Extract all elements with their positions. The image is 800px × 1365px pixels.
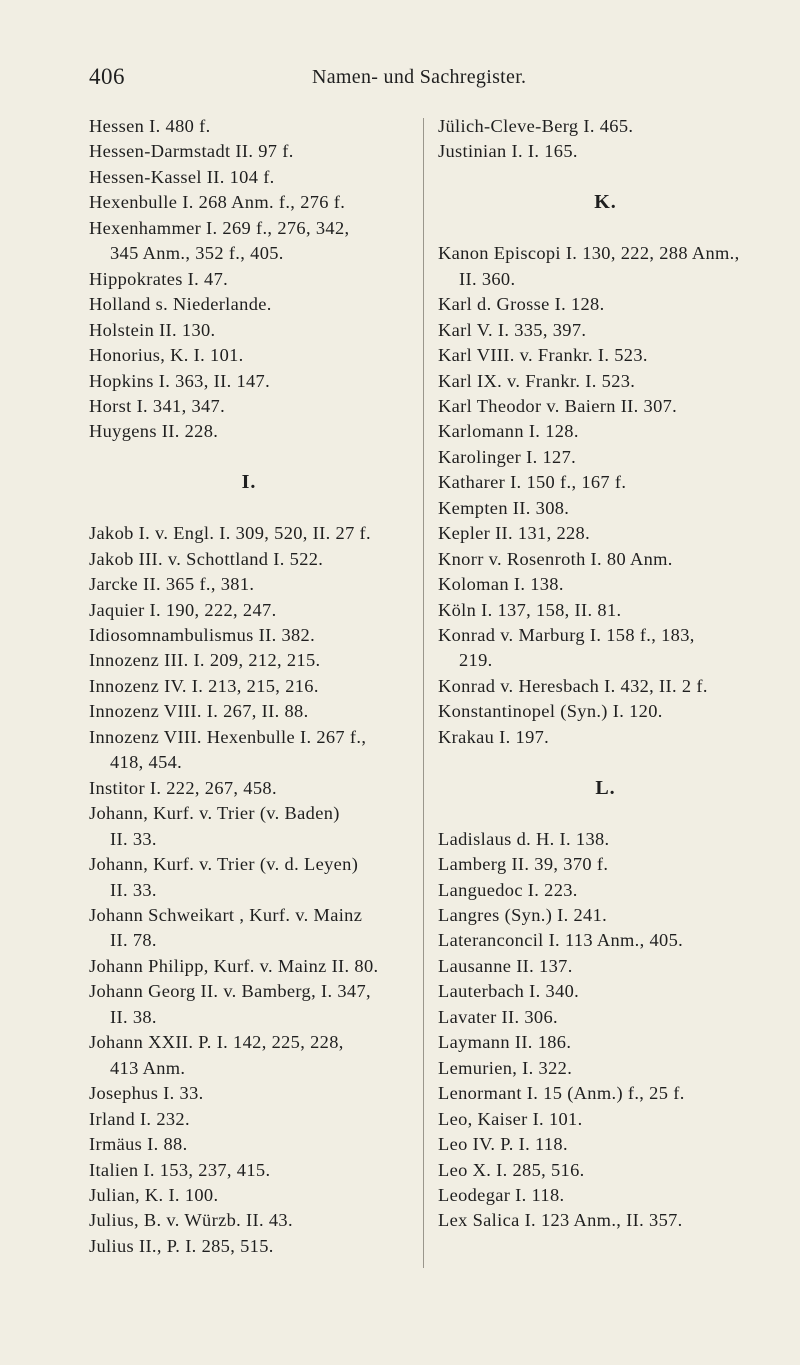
index-entry-line: Ladislaus d. H. I. 138. <box>438 828 610 849</box>
index-entry-line: Languedoc I. 223. <box>438 879 578 900</box>
index-entry <box>89 725 409 776</box>
index-entry-line: Jülich-Cleve-Berg I. 465. <box>438 116 634 136</box>
index-entry-line: Honorius, K. I. 101. <box>89 345 244 366</box>
entry-group-h <box>89 114 409 445</box>
index-entry <box>438 572 773 597</box>
index-entry <box>438 623 773 674</box>
index-entry <box>438 394 773 419</box>
index-entry <box>438 470 773 495</box>
index-entry <box>89 114 409 139</box>
index-entry <box>438 292 773 317</box>
spacer <box>438 216 773 241</box>
index-entry-line: Karl V. I. 335, 397. <box>438 319 587 340</box>
index-entry <box>438 343 773 368</box>
index-entry-line: Leo, Kaiser I. 101. <box>438 1108 583 1129</box>
index-entry <box>438 369 773 394</box>
left-column <box>89 114 409 1259</box>
index-entry-line: Italien I. 153, 237, 415. <box>89 1159 271 1180</box>
index-entry-line: Leodegar I. 118. <box>438 1184 565 1205</box>
index-entry-line: Innozenz III. I. 209, 212, 215. <box>89 650 321 671</box>
index-entry-line: Karl Theodor v. Baiern II. 307. <box>438 395 678 416</box>
index-entry <box>438 114 773 139</box>
index-entry-line: Karolinger I. 127. <box>438 446 577 467</box>
index-entry-line: Institor I. 222, 267, 458. <box>89 777 277 798</box>
index-entry-continuation: 418, 454. <box>110 752 183 773</box>
index-entry-line: Lateranconcil I. 113 Anm., 405. <box>438 930 684 951</box>
index-entry-line: Huygens II. 228. <box>89 421 219 442</box>
spacer <box>438 165 773 190</box>
index-entry <box>89 903 409 954</box>
index-entry <box>89 419 409 444</box>
index-entry-line: Innozenz VIII. Hexenbulle I. 267 f., <box>89 726 367 747</box>
index-entry <box>438 903 773 928</box>
entry-group-j <box>438 114 773 165</box>
index-entry <box>438 1158 773 1183</box>
index-entry <box>89 1132 409 1157</box>
index-entry-line: Jarcke II. 365 f., 381. <box>89 574 255 595</box>
index-entry-line: Innozenz VIII. I. 267, II. 88. <box>89 701 309 722</box>
index-entry-line: Langres (Syn.) I. 241. <box>438 904 608 925</box>
index-entry <box>89 190 409 215</box>
index-entry-line: Lamberg II. 39, 370 f. <box>438 854 609 875</box>
index-entry <box>438 878 773 903</box>
index-entry-line: Jakob III. v. Schottland I. 522. <box>89 548 324 569</box>
index-entry-line: Holland s. Niederlande. <box>89 294 272 315</box>
spacer <box>89 445 409 470</box>
index-entry-line: Leo X. I. 285, 516. <box>438 1159 585 1180</box>
index-entry <box>89 954 409 979</box>
index-entry-line: Irland I. 232. <box>89 1108 190 1129</box>
index-entry-line: Julius II., P. I. 285, 515. <box>89 1235 274 1256</box>
index-entry <box>438 598 773 623</box>
index-entry-line: Lavater II. 306. <box>438 1006 558 1027</box>
index-entry-line: Laymann II. 186. <box>438 1032 572 1053</box>
index-entry-line: Lausanne II. 137. <box>438 955 573 976</box>
index-entry <box>438 1132 773 1157</box>
section-letter-l: L. <box>595 776 616 799</box>
index-entry <box>89 1183 409 1208</box>
index-entry <box>89 394 409 419</box>
index-entry <box>89 1081 409 1106</box>
index-entry <box>438 1183 773 1208</box>
index-entry <box>438 979 773 1004</box>
index-entry <box>89 699 409 724</box>
index-entry-line: Josephus I. 33. <box>89 1083 204 1104</box>
index-entry-continuation: II. 33. <box>110 879 157 900</box>
index-entry <box>89 369 409 394</box>
index-entry-line: Köln I. 137, 158, II. 81. <box>438 599 622 620</box>
index-entry-line: Hessen-Kassel II. 104 f. <box>89 166 275 187</box>
index-entry <box>89 623 409 648</box>
index-entry <box>438 1208 773 1233</box>
index-entry-line: Julius, B. v. Würzb. II. 43. <box>89 1210 293 1231</box>
index-entry <box>438 699 773 724</box>
index-entry-line: Karl VIII. v. Frankr. I. 523. <box>438 345 648 366</box>
index-entry <box>89 979 409 1030</box>
entry-group-k <box>438 241 773 750</box>
index-entry-line: Leo IV. P. I. 118. <box>438 1134 568 1155</box>
index-entry-line: Jakob I. v. Engl. I. 309, 520, II. 27 f. <box>89 523 371 544</box>
index-entry-line: Kanon Episcopi I. 130, 222, 288 Anm., <box>438 243 740 264</box>
index-entry-line: Jaquier I. 190, 222, 247. <box>89 599 277 620</box>
index-entry <box>89 1234 409 1259</box>
index-entry-line: Idiosomnambulismus II. 382. <box>89 625 316 646</box>
index-entry-line: Johann, Kurf. v. Trier (v. Baden) <box>89 803 340 824</box>
index-entry <box>89 547 409 572</box>
index-entry <box>438 827 773 852</box>
index-entry-line: Konrad v. Marburg I. 158 f., 183, <box>438 625 695 646</box>
index-entry-line: Hexenbulle I. 268 Anm. f., 276 f. <box>89 192 346 213</box>
index-entry <box>438 521 773 546</box>
index-entry <box>438 852 773 877</box>
index-entry <box>89 648 409 673</box>
index-entry <box>438 1107 773 1132</box>
entry-group-i <box>89 521 409 1259</box>
index-entry <box>438 954 773 979</box>
index-entry <box>89 343 409 368</box>
index-entry-line: Karl d. Grosse I. 128. <box>438 294 605 315</box>
index-entry-line: Lex Salica I. 123 Anm., II. 357. <box>438 1210 683 1231</box>
index-entry-continuation: II. 360. <box>459 268 516 289</box>
index-entry-line: Johann Schweikart , Kurf. v. Mainz <box>89 905 363 926</box>
index-entry <box>89 165 409 190</box>
index-entry-line: Konstantinopel (Syn.) I. 120. <box>438 701 663 722</box>
index-entry <box>89 852 409 903</box>
index-entry <box>438 496 773 521</box>
index-entry-line: Johann XXII. P. I. 142, 225, 228, <box>89 1032 344 1053</box>
section-letter-i: I. <box>241 471 257 494</box>
index-entry-line: Johann, Kurf. v. Trier (v. d. Leyen) <box>89 854 359 875</box>
index-entry <box>438 1081 773 1106</box>
index-entry <box>89 1030 409 1081</box>
index-entry <box>438 547 773 572</box>
section-letter-k: K. <box>594 191 617 214</box>
index-entry-line: Horst I. 341, 347. <box>89 395 226 416</box>
index-entry <box>89 801 409 852</box>
index-entry <box>89 674 409 699</box>
index-entry-continuation: II. 38. <box>110 1006 157 1027</box>
spacer <box>438 801 773 826</box>
index-entry <box>89 216 409 267</box>
index-entry <box>89 139 409 164</box>
index-entry-line: Katharer I. 150 f., 167 f. <box>438 472 627 493</box>
index-entry <box>89 1208 409 1233</box>
index-entry-line: Koloman I. 138. <box>438 574 564 595</box>
page-number: 406 <box>89 64 125 89</box>
running-head: Namen- und Sachregister. <box>312 66 527 88</box>
index-entry <box>438 445 773 470</box>
index-entry <box>438 1005 773 1030</box>
index-entry-line: Irmäus I. 88. <box>89 1134 188 1155</box>
index-entry-line: Lauterbach I. 340. <box>438 981 580 1002</box>
index-entry-line: Lenormant I. 15 (Anm.) f., 25 f. <box>438 1083 685 1104</box>
index-entry-line: Knorr v. Rosenroth I. 80 Anm. <box>438 548 673 569</box>
index-entry <box>89 521 409 546</box>
index-entry <box>89 267 409 292</box>
index-entry <box>438 1056 773 1081</box>
index-entry-line: Hopkins I. 363, II. 147. <box>89 370 271 391</box>
index-entry <box>89 1107 409 1132</box>
index-entry-continuation: II. 78. <box>110 930 157 951</box>
index-entry-continuation: 345 Anm., 352 f., 405. <box>110 243 284 264</box>
index-entry-line: Karl IX. v. Frankr. I. 523. <box>438 370 636 391</box>
page-header <box>0 64 800 94</box>
index-entry-line: Hippokrates I. 47. <box>89 268 229 289</box>
entry-group-l <box>438 827 773 1234</box>
index-entry-line: Innozenz IV. I. 213, 215, 216. <box>89 675 319 696</box>
index-entry-line: Karlomann I. 128. <box>438 421 579 442</box>
index-entry-line: Julian, K. I. 100. <box>89 1185 219 1205</box>
index-entry <box>438 674 773 699</box>
index-entry <box>89 1158 409 1183</box>
index-entry <box>438 139 773 164</box>
index-entry <box>438 1030 773 1055</box>
index-entry-line: Justinian I. I. 165. <box>438 141 578 162</box>
index-entry <box>438 419 773 444</box>
index-entry-line: Holstein II. 130. <box>89 319 216 340</box>
index-entry-line: Konrad v. Heresbach I. 432, II. 2 f. <box>438 675 708 696</box>
index-entry-line: Lemurien, I. 322. <box>438 1057 573 1078</box>
index-entry <box>89 318 409 343</box>
index-entry-line: Hexenhammer I. 269 f., 276, 342, <box>89 217 350 238</box>
index-entry-line: Krakau I. 197. <box>438 726 550 747</box>
index-entry <box>89 598 409 623</box>
index-entry <box>438 928 773 953</box>
index-entry-line: Kepler II. 131, 228. <box>438 523 591 544</box>
right-column <box>438 114 773 1234</box>
index-entry <box>89 776 409 801</box>
column-divider <box>423 118 424 1268</box>
index-entry-line: Johann Georg II. v. Bamberg, I. 347, <box>89 981 371 1002</box>
index-entry-continuation: II. 33. <box>110 828 157 849</box>
index-entry <box>438 241 773 292</box>
index-entry <box>438 725 773 750</box>
spacer <box>438 750 773 775</box>
index-entry-line: Kempten II. 308. <box>438 497 570 518</box>
index-entry-continuation: 413 Anm. <box>110 1057 186 1078</box>
index-entry-line: Hessen I. 480 f. <box>89 116 211 136</box>
index-entry-line: Hessen-Darmstadt II. 97 f. <box>89 141 294 162</box>
index-entry <box>89 292 409 317</box>
spacer <box>89 496 409 521</box>
index-entry-line: Johann Philipp, Kurf. v. Mainz II. 80. <box>89 955 379 976</box>
index-entry <box>89 572 409 597</box>
index-entry-continuation: 219. <box>459 650 493 671</box>
index-entry <box>438 318 773 343</box>
